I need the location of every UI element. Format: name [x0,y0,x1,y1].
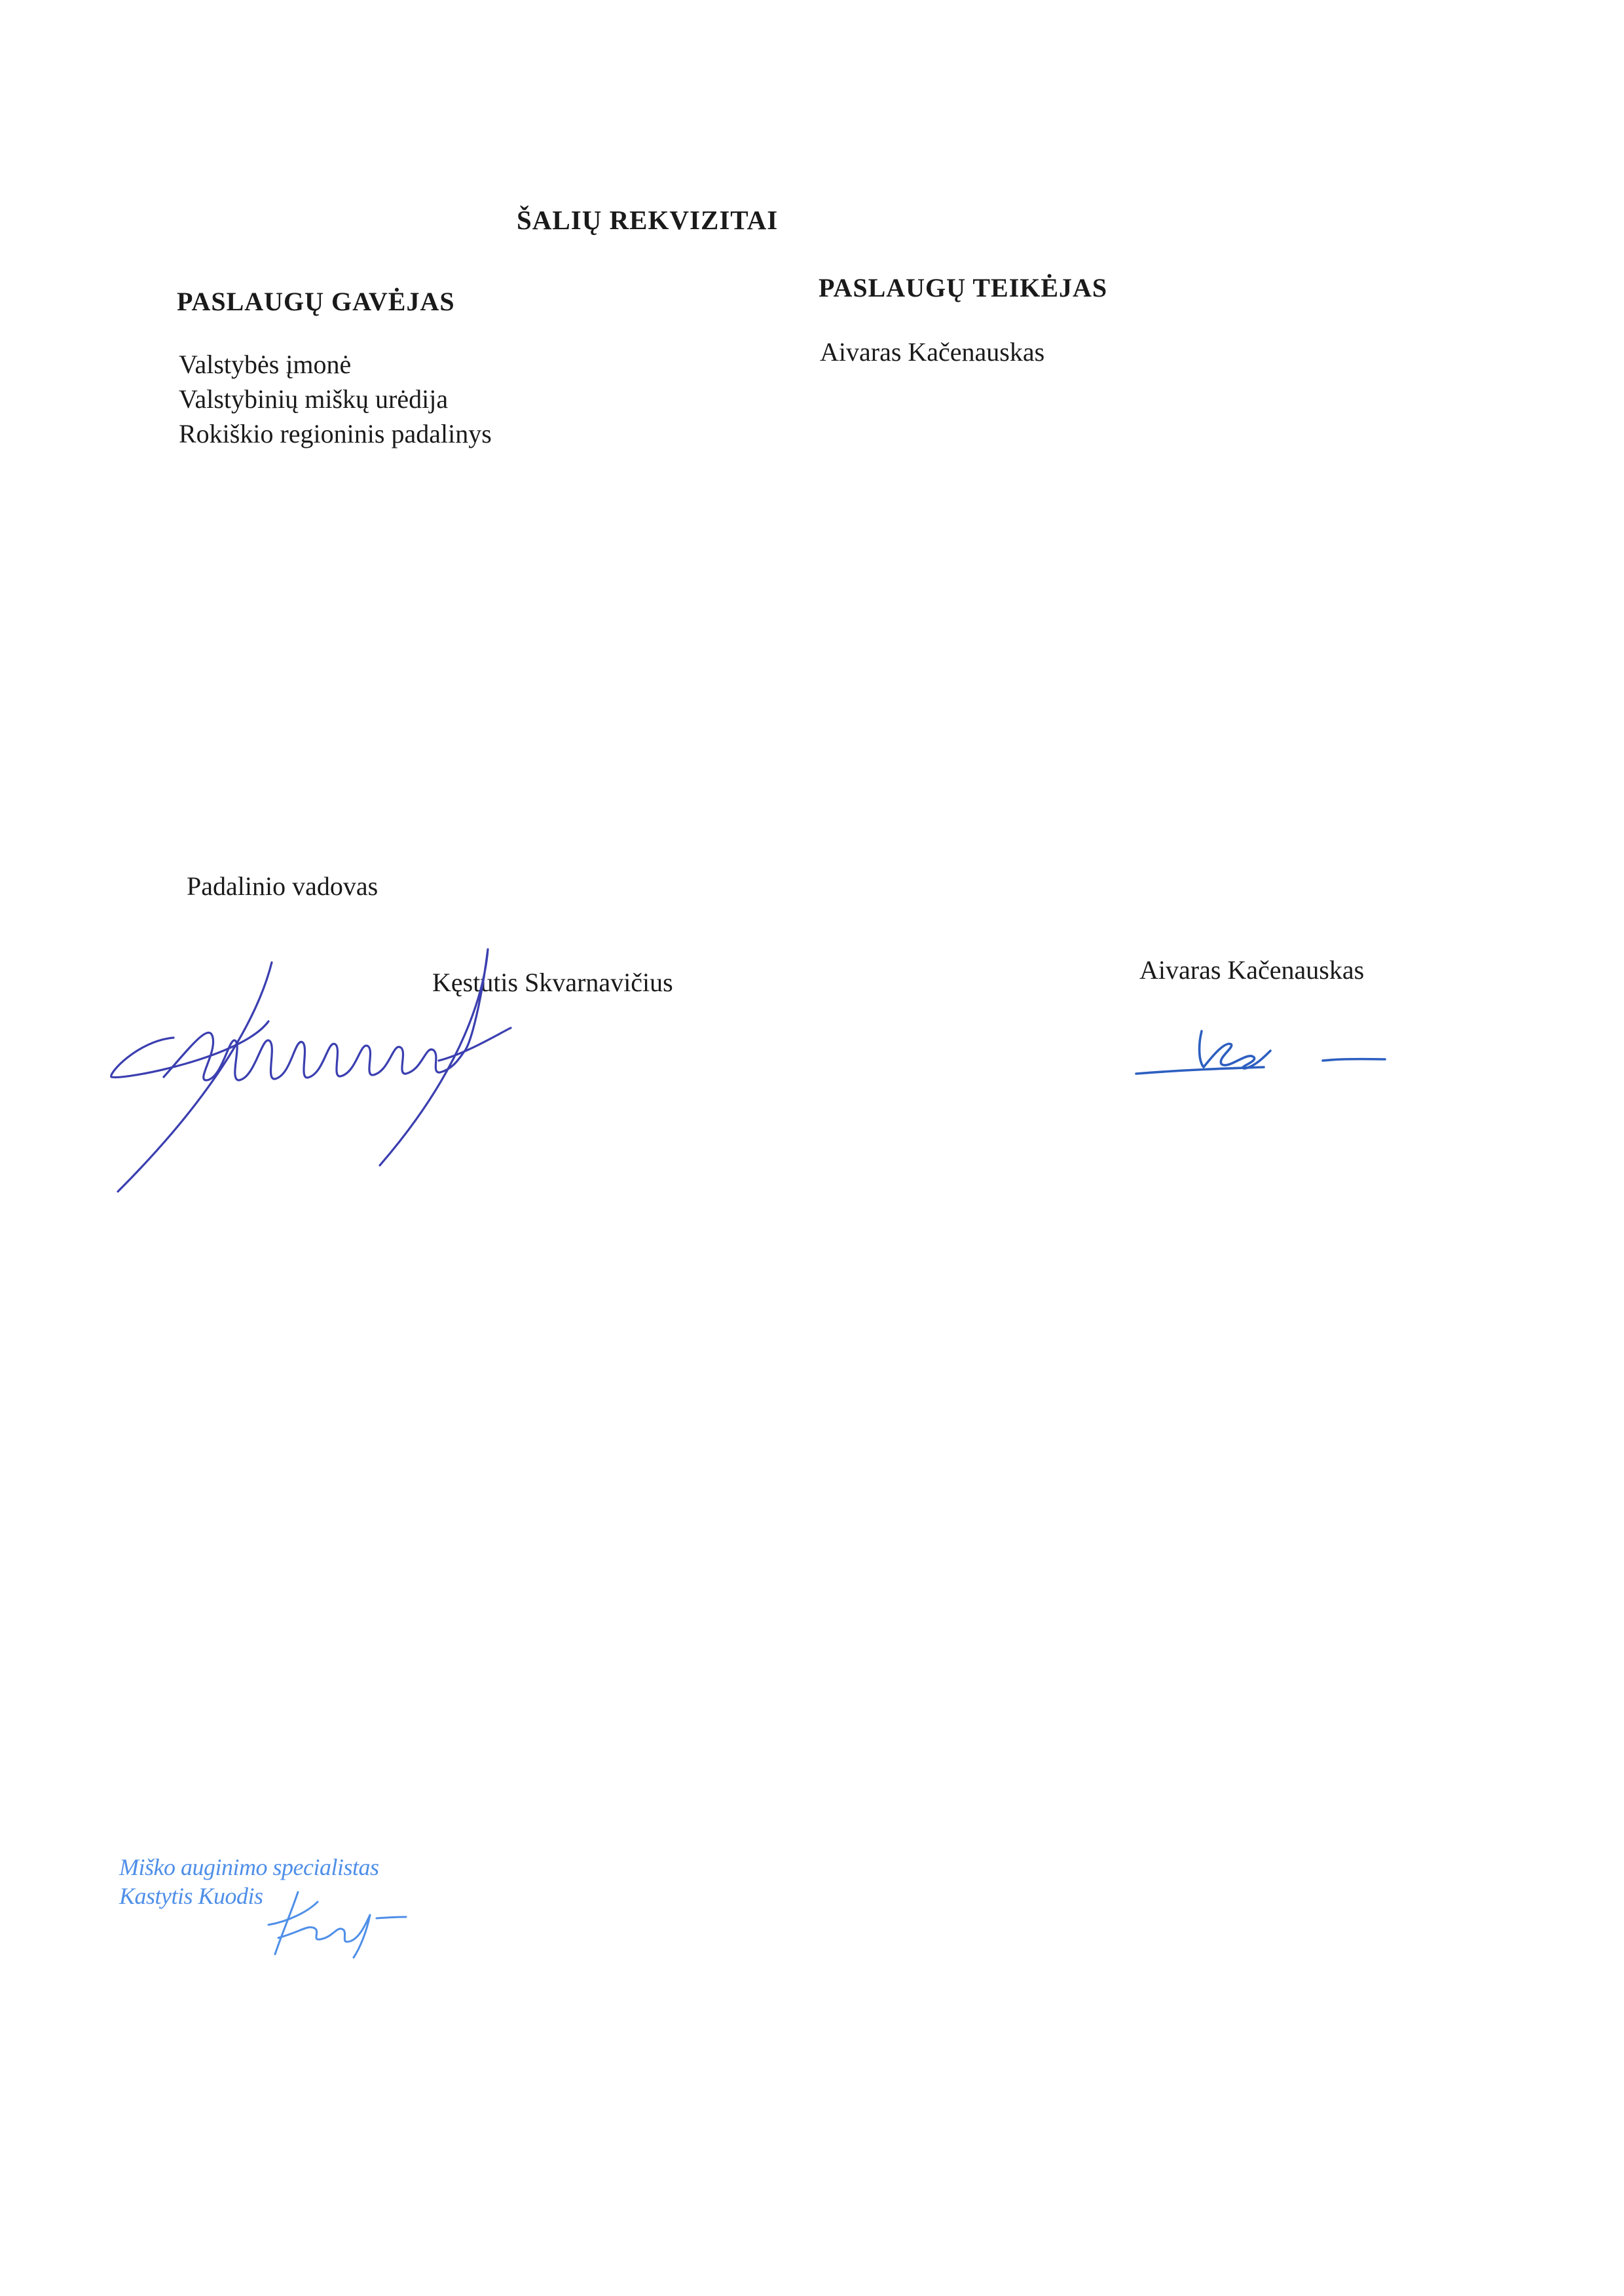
recipient-line-3: Rokiškio regioninis padalinys [179,419,492,448]
provider-signatory-name: Aivaras Kačenauskas [1139,955,1365,985]
recipient-details [179,347,492,451]
recipient-heading: PASLAUGŲ GAVĖJAS [177,287,455,316]
stamp-line-2: Kastytis Kuodis [119,1883,263,1909]
provider-signature [1133,1021,1395,1093]
recipient-signatory-name: Kęstutis Skvarnavičius [432,968,673,997]
stamp-line-1: Miško auginimo specialistas [119,1854,379,1880]
stamp-signature [262,1886,413,1964]
recipient-line-1: Valstybės įmonė [179,350,352,379]
recipient-role: Padalinio vadovas [187,871,378,901]
provider-heading: PASLAUGŲ TEIKĖJAS [819,273,1108,302]
recipient-line-2: Valstybinių miškų urėdija [179,384,449,414]
provider-name: Aivaras Kačenauskas [820,337,1045,367]
document-title: ŠALIŲ REKVIZITAI [517,205,779,235]
cut-off-text-line [164,449,622,471]
recipient-signature [98,923,524,1205]
